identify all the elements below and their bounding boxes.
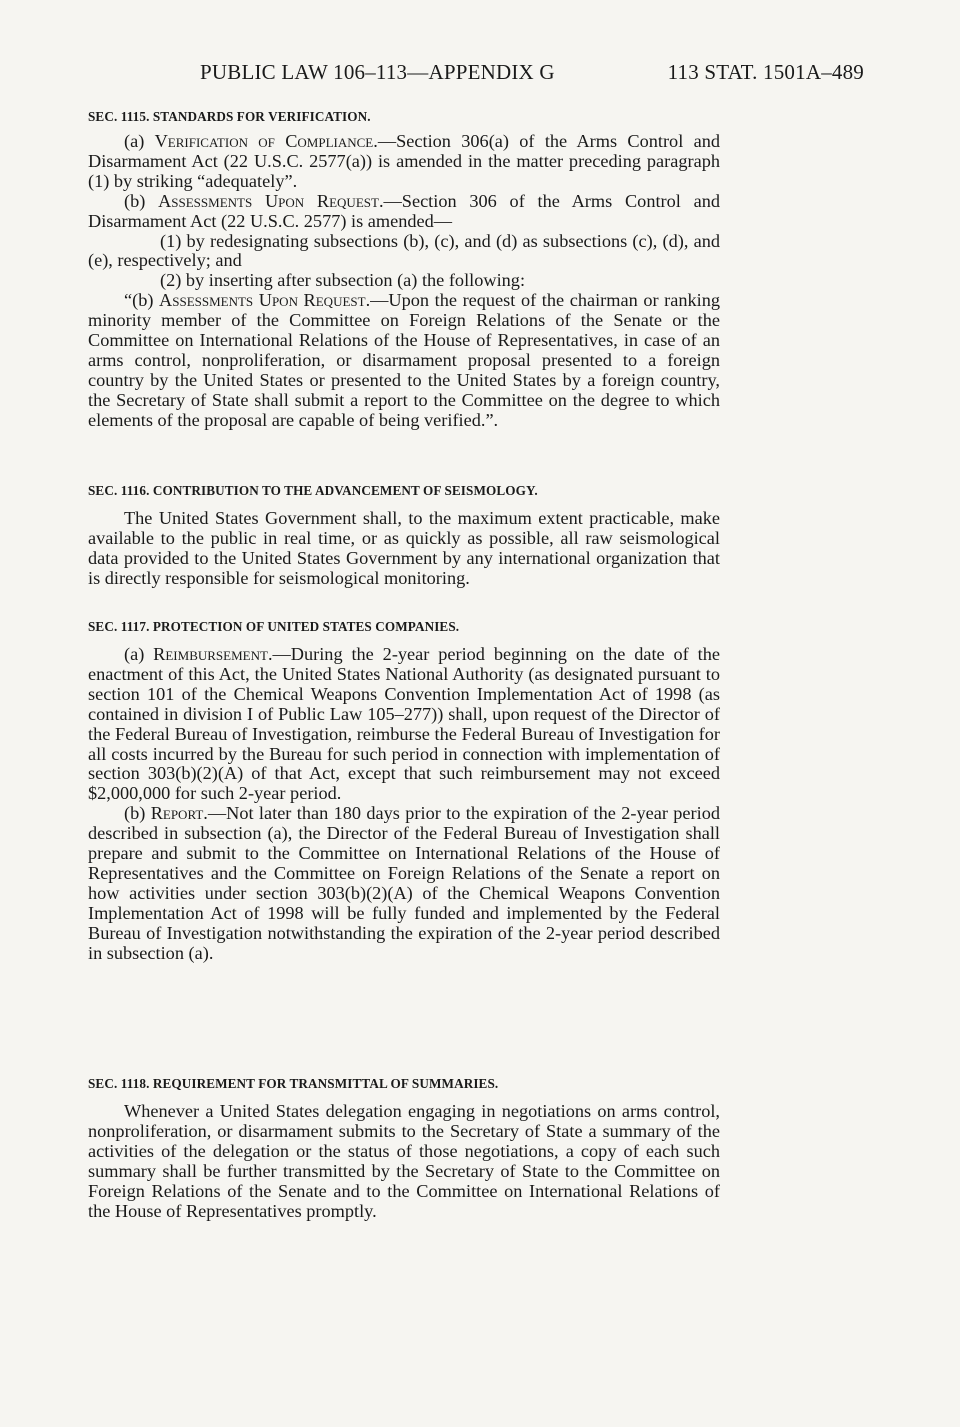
subsection-b: (b) Assessments Upon Request.—Section 306 of the Arms Control and Disarmament Act (22 U.S.C. 2577) is amended—: [88, 190, 720, 231]
section-heading: SEC. 1116. CONTRIBUTION TO THE ADVANCEMENT OF SEISMOLOGY.: [88, 483, 538, 498]
section-1117: [88, 619, 720, 964]
subsection-a: (a) Verification of Compliance.—Section 306(a) of the Arms Control and Disarmament Act (22 U.S.C. 2577(a)) is amended in the matter preceding paragraph (1) by striking “adequately”.: [88, 131, 720, 191]
running-head-title: PUBLIC LAW 106–113—APPENDIX G: [200, 60, 555, 84]
subsection-b: (b) Report.—Not later than 180 days prior to the expiration of the 2-year period described in subsection (a), the Director of the Federal Bureau of Investigation shall prepare and submit to the Committee on International Relations of the House of Representatives and the Committee on Foreign Relations of the Senate a report on how activities under section 303(b)(2)(A) of the Chemical Weapons Convention Implementation Act of 1998 will be fully funded and implemented by the Federal Bureau of Investigation notwithstanding the expiration of the 2-year period described in subsection (a).: [88, 803, 720, 963]
subsection-a: (a) Reimbursement.—During the 2-year period beginning on the date of the enactment of this Act, the United States National Authority (as designated pursuant to section 101 of the Chemical Weapons Convention Implementation Act of 1998 (as contained in division I of Public Law 105–277)) shall, upon request of the Director of the Federal Bureau of Investigation, reimburse the Federal Bureau of Investigation for all costs incurred by the Bureau for such period in connection with implementation of section 303(b)(2)(A) of that Act, except that such reimbursement may not exceed $2,000,000 for such 2-year period.: [88, 644, 720, 804]
section-1116: [88, 483, 720, 589]
section-text: The United States Government shall, to the maximum extent practicable, make available to the public in real time, or as quickly as possible, all raw seismological data provided to the United States Government by any international organization that is directly responsible for seismological monitoring.: [88, 508, 720, 588]
paragraph-1: (1) by redesignating subsections (b), (c), and (d) as subsections (c), (d), and (e), respectively; and: [88, 230, 720, 271]
subsection-caption: Assessments Upon Request: [159, 290, 366, 311]
section-heading: SEC. 1117. PROTECTION OF UNITED STATES COMPANIES.: [88, 619, 460, 634]
section-1115: [88, 109, 720, 431]
running-head-page-number: 113 STAT. 1501A–489: [667, 60, 864, 84]
paragraph-2: (2) by inserting after subsection (a) the following:: [160, 270, 526, 291]
subsection-caption: Report: [150, 803, 204, 824]
subsection-caption: Reimbursement: [153, 644, 268, 664]
subsection-caption: Assessments Upon Request: [158, 190, 379, 211]
quoted-subsection-b: “(b) Assessments Upon Request.—Upon the request of the chairman or ranking minority member of the Committee on Foreign Relations of the Senate or the Committee on International Relations of the House of Representatives, in case of an arms control, nonproliferation, or disarmament proposal presented to a foreign country by the United States or presented to the United States by a foreign country, the Secretary of State shall submit a report to the Committee on the degree to which elements of the proposal are capable of being verified.”.: [88, 290, 720, 430]
section-1118: [88, 1076, 720, 1221]
subsection-caption: Verification of Compliance: [154, 131, 374, 151]
section-heading: SEC. 1115. STANDARDS FOR VERIFICATION.: [88, 109, 371, 124]
section-heading: SEC. 1118. REQUIREMENT FOR TRANSMITTAL OF SUMMARIES.: [88, 1076, 499, 1091]
section-text: Whenever a United States delegation engaging in negotiations on arms control, nonproliferation, or disarmament submits to the Secretary of State a summary of the activities of the delegation or the status of those negotiations, a copy of each such summary shall be further transmitted by the Secretary of State to the Committee on Foreign Relations of the Senate and to the Committee on International Relations of the House of Representatives promptly.: [88, 1101, 720, 1221]
